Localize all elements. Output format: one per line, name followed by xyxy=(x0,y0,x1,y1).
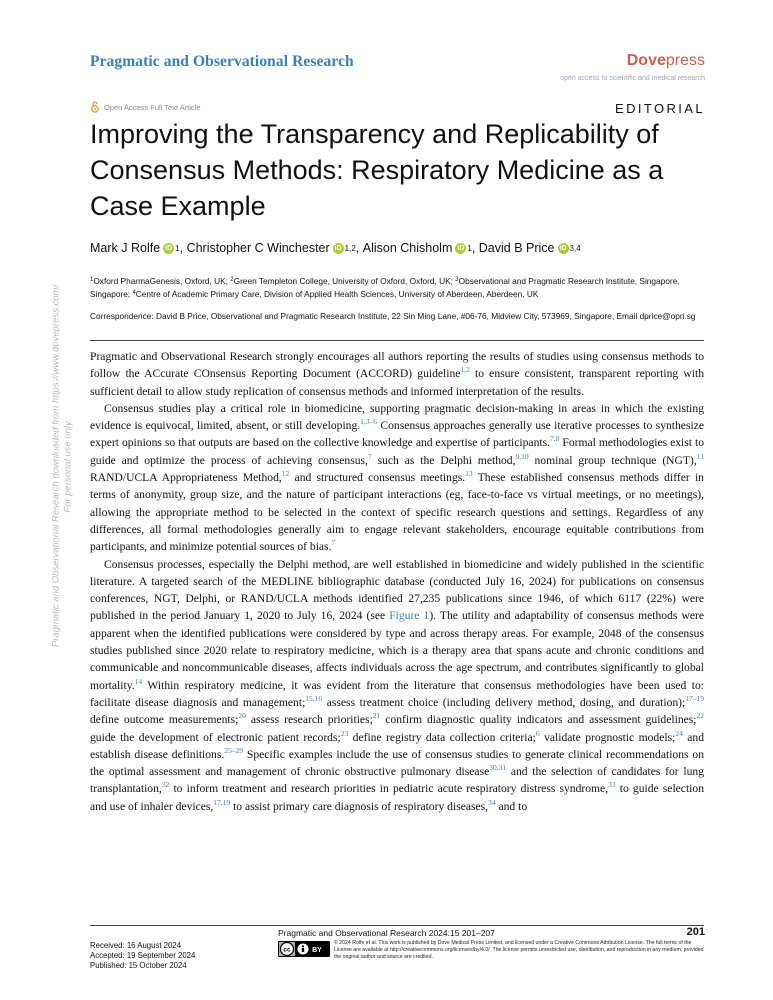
article-title: Improving the Transparency and Replicability of Consensus Methods: Respiratory Medicine as a Case Example xyxy=(90,119,664,221)
cc-by-license-icon[interactable] xyxy=(278,941,330,957)
footer-journal-info[interactable]: Pragmatic and Observational Research 2024:15 201–207 xyxy=(278,928,495,938)
paragraph xyxy=(90,556,704,815)
affiliation-text: Green Templeton College, University of Oxford, Oxford, UK; xyxy=(233,276,456,286)
body-text: to assist primary care diagnosis of respiratory diseases, xyxy=(230,799,489,813)
citation-link[interactable]: 30,31 xyxy=(489,763,507,773)
body-text: define registry data collection criteria; xyxy=(348,730,536,744)
affiliation-number: 3 xyxy=(455,277,459,283)
body-text: Specific examples include the use of consensus studies to generate clinical recommendations on the optimal assessment and management of chronic obstructive pulmonary disease xyxy=(90,747,704,779)
body-text: to guide selection and use of inhaler devices, xyxy=(90,782,704,813)
body-text: and structured consensus meetings. xyxy=(289,471,466,485)
watermark-line: For personal use only. xyxy=(62,419,73,513)
body-text: guide the development of electronic patient records; xyxy=(90,730,341,744)
article-type: EDITORIAL xyxy=(615,101,705,116)
author-affiliation: 1 xyxy=(467,243,472,253)
body-text: and the selection of candidates for lung transplantation, xyxy=(90,765,704,796)
orcid-icon[interactable]: iD xyxy=(559,244,567,252)
citation-link[interactable]: 25–29 xyxy=(224,745,244,755)
article-dates xyxy=(90,941,195,971)
body-text: validate prognostic models; xyxy=(539,730,676,744)
paragraph xyxy=(90,400,704,556)
orcid-icon[interactable]: iD xyxy=(165,244,173,252)
citation-link[interactable]: 21 xyxy=(372,711,381,721)
author-name[interactable]: Christopher C Winchester xyxy=(186,241,330,255)
svg-text:BY: BY xyxy=(312,947,322,954)
body-text: define outcome measurements; xyxy=(90,713,239,727)
author-name[interactable]: David B Price xyxy=(478,241,555,255)
body-text: such as the Delphi method, xyxy=(371,453,516,467)
citation-link[interactable]: 14 xyxy=(134,676,143,686)
page-number: 201 xyxy=(686,926,705,938)
open-access-text: Open Access Full Text Article xyxy=(104,102,201,112)
citation-link[interactable]: 7,8 xyxy=(550,434,560,444)
citation-link[interactable]: 1,2 xyxy=(460,365,470,375)
open-access-label xyxy=(90,101,201,113)
body-text: nominal group technique (NGT), xyxy=(528,453,697,467)
author-affiliation: 1,2 xyxy=(344,243,356,253)
affiliation-number: 1 xyxy=(90,277,94,283)
footer-divider xyxy=(90,925,704,926)
publisher-logo-dove: Dove xyxy=(626,52,666,69)
author-separator: , xyxy=(471,241,479,255)
publisher-logo-press: press xyxy=(665,52,705,69)
body-text: Formal methodologies exist to guide and optimize the process of achieving consensus, xyxy=(90,436,705,467)
citation-link[interactable]: 11 xyxy=(696,451,704,461)
citation-link[interactable]: 13 xyxy=(465,469,473,479)
citation-link[interactable]: 33 xyxy=(608,780,616,790)
body-text: RAND/UCLA Appropriateness Method, xyxy=(90,471,282,485)
citation-link[interactable]: 15,16 xyxy=(305,693,323,703)
body-text: Pragmatic and Observational Research strongly encourages all authors reporting the results of studies using consensus methods to follow the ACcurate COnsensus Reporting Document (ACCORD) guideline xyxy=(90,350,704,381)
author-affiliation: 1 xyxy=(175,243,180,253)
published-date: Published: 15 October 2024 xyxy=(90,961,187,970)
body-text: Within respiratory medicine, it was evident from the literature that consensus methodologies have been used to: facilitate disease diagnosis and management; xyxy=(90,678,704,709)
affiliation-text: Observational and Pragmatic Research Institute, Singapore, Singapore; xyxy=(90,276,680,299)
citation-link[interactable]: 6 xyxy=(535,728,540,738)
download-watermark xyxy=(50,256,74,676)
author-separator: , xyxy=(355,241,363,255)
author-separator: , xyxy=(179,241,187,255)
citation-link[interactable]: 17,19 xyxy=(213,797,231,807)
author-name[interactable]: Mark J Rolfe xyxy=(90,241,161,255)
watermark-line: Pragmatic and Observational Research downloaded from https://www.dovepress.com/ xyxy=(50,284,62,648)
citation-link[interactable]: 22 xyxy=(696,711,704,721)
publisher-logo[interactable] xyxy=(627,52,705,70)
body-text: assess research priorities; xyxy=(245,713,373,727)
received-date: Received: 16 August 2024 xyxy=(90,941,182,950)
paragraph xyxy=(90,348,704,400)
affiliation-text: Oxford PharmaGenesis, Oxford, UK; xyxy=(93,276,231,286)
figure-link[interactable]: Figure 1 xyxy=(389,609,430,623)
orcid-icon[interactable]: iD xyxy=(457,244,465,252)
citation-link[interactable]: 7 xyxy=(367,451,372,461)
accepted-date: Accepted: 19 September 2024 xyxy=(90,951,196,960)
affiliation-number: 2 xyxy=(230,277,234,283)
author-name[interactable]: Alison Chisholm xyxy=(362,241,453,255)
citation-link[interactable]: 17–19 xyxy=(685,693,704,703)
orcid-icon[interactable]: iD xyxy=(334,244,342,252)
body-text: to inform treatment and research priorities in pediatric acute respiratory distress syndrome, xyxy=(169,782,609,796)
body-text: Consensus studies play a critical role in biomedicine, supporting pragmatic decision-making in areas in which the existing evidence is equivocal, limited, absent, or still developing. xyxy=(90,401,704,433)
body-text: These established consensus methods differ in terms of anonymity, group size, and the nature of participant interactions (eg, face-to-face vs virtual meetings, or no meetings), allowing the appropriate method to be selected in the context of specific research questions and settings. Regardless of any differences, all formal methodologies generally aim to engage relevant stakeholders, encourage equitable contributions from participants, and minimize potential sources of bias. xyxy=(90,471,704,554)
author-affiliation: 3,4 xyxy=(569,243,581,253)
body-text: assess treatment choice (including delivery method, dosing, and duration); xyxy=(322,695,686,709)
correspondence: Correspondence: David B Price, Observational and Pragmatic Research Institute, 22 Sin Ming Lane, #06-76, Midview City, 573969, Singapore, Email dprice@opri.sg xyxy=(90,311,696,321)
citation-link[interactable]: 23 xyxy=(340,728,349,738)
header-divider xyxy=(90,340,704,341)
citation-link[interactable]: 9,10 xyxy=(515,451,529,461)
journal-name: Pragmatic and Observational Research xyxy=(90,53,354,70)
open-access-icon xyxy=(90,101,100,113)
citation-link[interactable]: 12 xyxy=(281,469,290,479)
citation-link[interactable]: 24 xyxy=(675,728,683,738)
body-text: and establish disease definitions. xyxy=(90,730,705,761)
svg-text:cc: cc xyxy=(283,946,291,954)
citation-link[interactable]: 1,3–6 xyxy=(360,417,378,427)
affiliation-text: Centre of Academic Primary Care, Division of Applied Health Sciences, University of Aberdeen, Aberdeen, UK xyxy=(135,289,539,299)
citation-link[interactable]: 7 xyxy=(331,538,336,548)
citation-link[interactable]: 20 xyxy=(238,711,246,721)
author-list xyxy=(90,241,581,255)
body-text: Consensus processes, especially the Delphi method, are well established in biomedicine and widely published in the scientific literature. A targeted search of the MEDLINE bibliographic database (conducted July 16, 2024) for publications on consensus conferences, NGT, Delphi, or RAND/UCLA methods identified 27,235 publications since 1946, of which 6117 (22%) were published in the period January 1, 2020 to July 16, 2024 (see xyxy=(90,557,704,623)
body-text: to ensure consistent, transparent reporting with sufficient detail to allow study replication of consensus methods and informed interpretation of the results. xyxy=(90,367,704,398)
body-text: Consensus approaches generally use iterative processes to synthesize expert opinions so that outputs are based on the collective knowledge and expertise of participants. xyxy=(90,419,704,450)
citation-link[interactable]: 32 xyxy=(161,780,170,790)
affiliations xyxy=(90,274,702,300)
license-text: © 2024 Rolfe et al. This work is published by Dove Medical Press Limited, and licensed under a Creative Commons Attribution License. The full terms of the License are available at http://creativecommons.org/licenses/by/4.0/. The license permits unrestricted use, distribution, and reproduction in any medium, provided the original author and source are credited. xyxy=(334,940,704,960)
citation-link[interactable]: 34 xyxy=(488,797,496,807)
body-text: confirm diagnostic quality indicators and assessment guidelines; xyxy=(380,713,697,727)
body-text: and to xyxy=(495,799,528,813)
affiliation-number: 4 xyxy=(132,290,136,296)
article-body xyxy=(90,348,704,815)
body-text: ). The utility and adaptability of consensus methods were apparent when the identified publications were considered by type and across therapy areas. For example, 2048 of the consensus studies published since 2020 relate to respiratory medicine, which is a therapy area that spans acute and chronic conditions and communicable and noncommunicable diseases, affects individuals across the age spectrum, and contributes significantly to global mortality. xyxy=(90,609,704,692)
publisher-tagline: open access to scientific and medical research xyxy=(560,75,705,82)
